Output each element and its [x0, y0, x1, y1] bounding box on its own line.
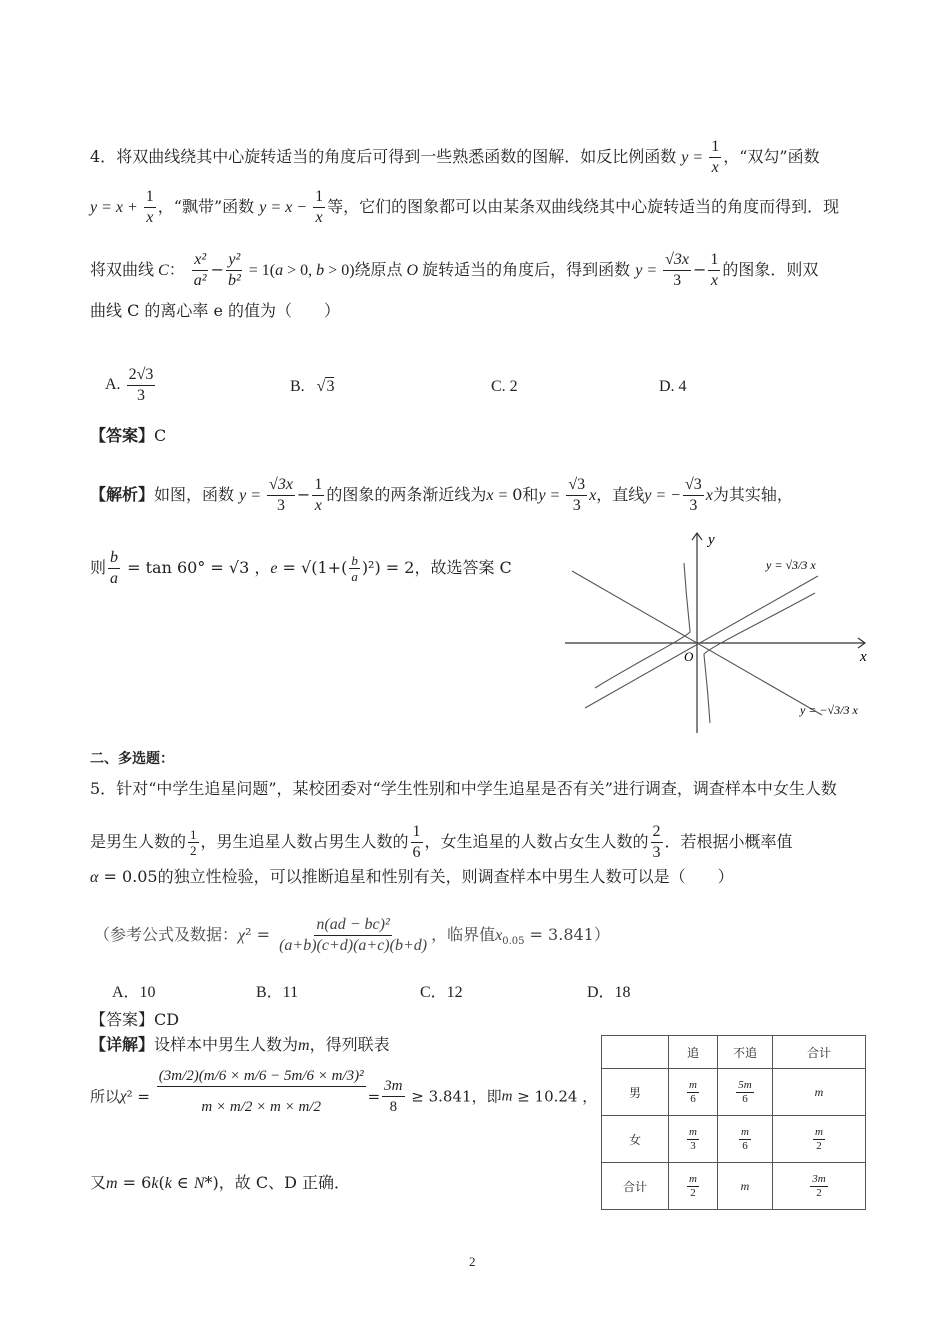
section-title: 二、多选题：	[90, 751, 174, 767]
q5-option-b: B．11	[256, 984, 299, 1001]
q4-answer: 【答案】C	[90, 426, 167, 445]
q5-line-1: 5．针对“中学生追星问题”，某校团委对“学生性别和中学生追星是否有关”进行调查，调查样本中女生人数	[90, 779, 837, 798]
asymptote-positive	[585, 576, 818, 708]
q4-analysis: 【解析】如图，函数 y = $\frac{√3x}{3}$ − $\frac{1}{x}$ 的图象的两条渐近线为x = 0和y = $\frac{√3}{3}$ x，直线y = − $\frac{√3}{3}$ x为其实轴，	[90, 476, 793, 514]
q5-option-d: D．18	[587, 984, 631, 1001]
hyperbola-right-branch	[704, 593, 815, 723]
y-axis-label: y	[708, 532, 715, 548]
x-axis-label: x	[860, 649, 867, 665]
q4-option-a: A. $\frac{2√3}{3}$	[105, 366, 154, 404]
origin-label: O	[684, 649, 694, 664]
hyperbola-graph	[560, 528, 875, 738]
table-row: 男 $\frac{m}{6}$ $\frac{5m}{6}$ m	[602, 1069, 866, 1116]
q5-option-a: A．10	[112, 984, 156, 1001]
table-row: 合计 $\frac{m}{2}$ m $\frac{3m}{2}$	[602, 1163, 866, 1210]
table-row: 女 $\frac{m}{3}$ $\frac{m}{6}$ $\frac{m}{2}$	[602, 1116, 866, 1163]
page-number: 2	[469, 1254, 476, 1269]
line1-label: y = √3/3 x	[766, 558, 816, 572]
q5-detail: 【详解】设样本中男生人数为m，得列联表	[90, 1035, 390, 1054]
table-header-row: 追 不追 合计	[602, 1036, 866, 1069]
q4-number: 4．	[90, 147, 117, 166]
q4-option-b: B. √3	[290, 378, 335, 395]
q4-conclusion: 则 $\frac{b}{a}$ = tan 60° = √3 ，e = √(1+( $\frac{b}{a}$ )²) = 2，故选答案 C	[90, 549, 512, 587]
hyperbola-left-branch	[595, 563, 690, 688]
q5-option-c: C．12	[420, 984, 463, 1001]
q4-option-c: C. 2	[491, 378, 518, 395]
contingency-table	[601, 1035, 866, 1210]
q5-line-2: 是男生人数的 $\frac{1}{2}$ ，男生追星人数占男生人数的 $\frac{1}{6}$ ，女生追星的人数占女生人数的 $\frac{2}{3}$ ．若根据小概率值	[90, 823, 793, 861]
line2-label: y = −√3/3 x	[800, 703, 858, 717]
q4-line-4: 曲线 C 的离心率 e 的值为（ ）	[90, 301, 341, 320]
q5-line-3: α = 0.05的独立性检验，可以推断追星和性别有关，则调查样本中男生人数可以是（ ）	[90, 867, 734, 886]
q5-chi-formula: 所以χ² = $\frac{\text{(3m/2)(m/6 × m/6 − 5m/6 × m/3)²}}{m \times m/2 \times m \times m/2}$ = $\frac{3m}{8}$ ≥ 3.841，即m ≥ 10.24 ，	[90, 1068, 598, 1115]
q4-option-d: D. 4	[659, 378, 687, 395]
q5-conclusion: 又m = 6k(k ∈ N*)，故 C、D 正确．	[90, 1173, 350, 1192]
q4-line-1: 4．将双曲线绕其中心旋转适当的角度后可得到一些熟悉函数的图解．如反比例函数 y = $\frac{1}{x}$ ，“双勾”函数	[90, 138, 820, 176]
q5-reference: （参考公式及数据：χ² = $\frac{\text{n(ad − bc)²}}{(a+b)(c+d)(a+c)(b+d)}$ ，临界值$x_{0.05} = 3.841$）	[94, 916, 610, 954]
q4-line-3: 将双曲线 C： $\frac{\text{x²}}{\text{a²}}$ − $\frac{\text{y²}}{\text{b²}}$ = 1(a > 0, b > 0)绕原点 O 旋转适当的角度后，得到函数 y = $\frac{√3x}{3}$ − $\frac{1}{x}$ 的图象．则双	[90, 251, 819, 289]
q5-answer: 【答案】CD	[90, 1010, 180, 1029]
q4-line-2: y = x + $\frac{1}{x}$ ，“飘带”函数 y = x − $\frac{1}{x}$ 等，它们的图象都可以由某条双曲线绕其中心旋转适当的角度而得到．现	[90, 188, 840, 226]
